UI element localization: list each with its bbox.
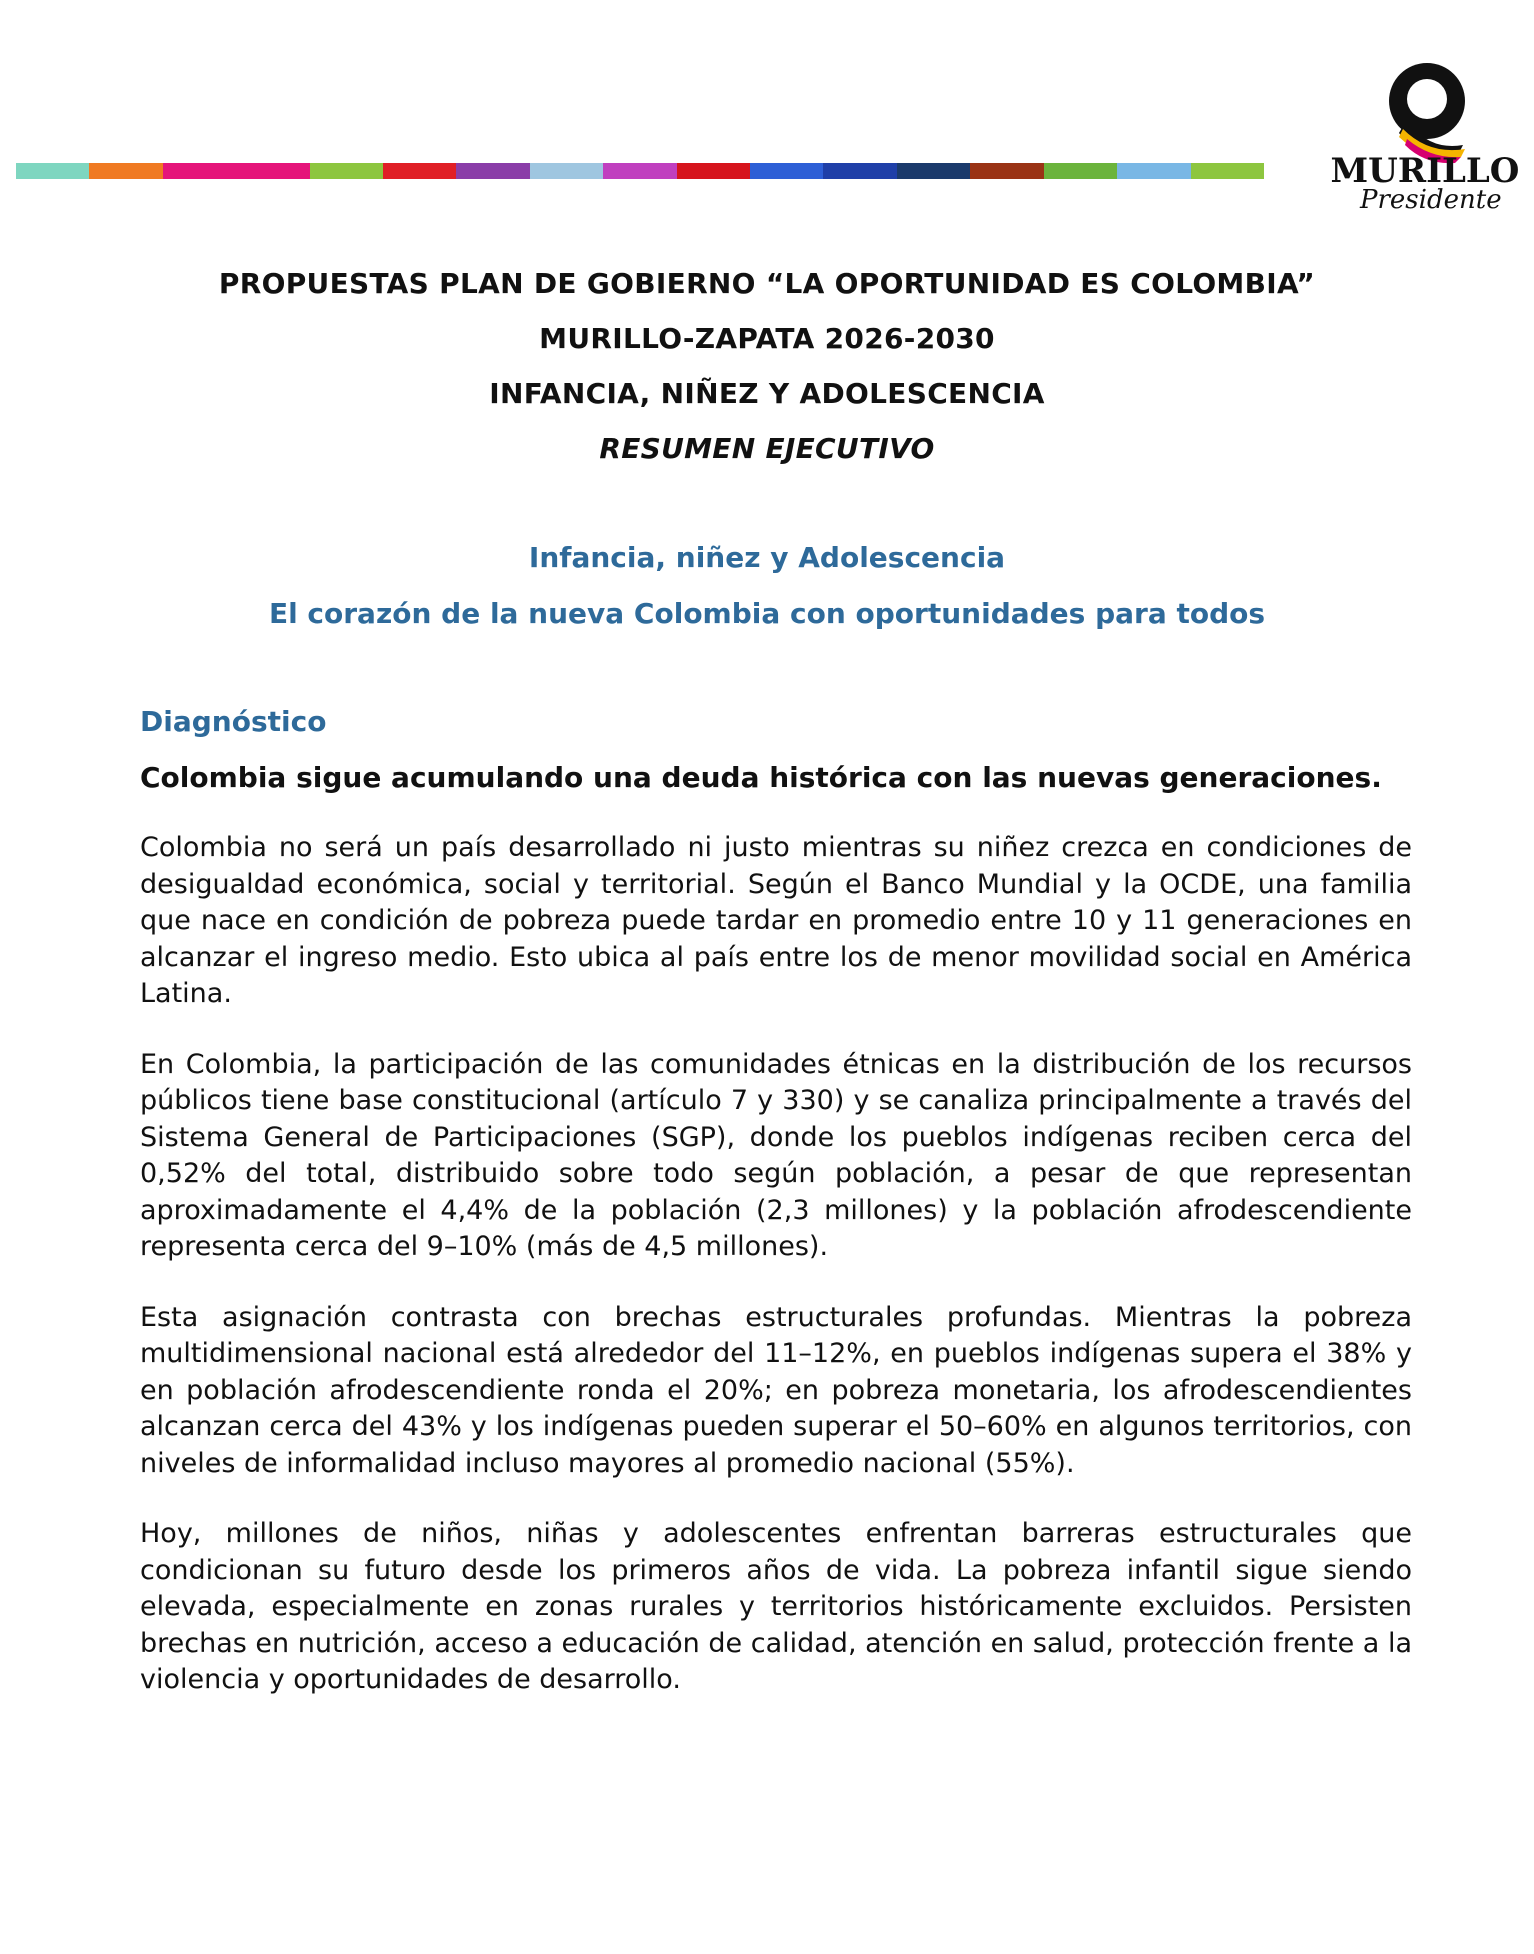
logo-name: MURILLO	[1330, 151, 1520, 191]
title-line-4: RESUMEN EJECUTIVO	[599, 432, 935, 465]
section-lead: Colombia sigue acumulando una deuda histórica con las nuevas generaciones.	[140, 761, 1382, 794]
title-line-3: INFANCIA, NIÑEZ Y ADOLESCENCIA	[489, 377, 1045, 410]
document-body	[140, 704, 1412, 1733]
stripe-segment	[677, 163, 750, 179]
stripe-segment	[823, 163, 896, 179]
stripe-segment	[456, 163, 529, 179]
paragraph-4: Hoy, millones de niños, niñas y adolescentes enfrentan barreras estructurales que condicionan su futuro desde los primeros años de vida. La pobreza infantil sigue siendo elevada, especialmente en zonas rurales y territorios históricamente excluidos. Persisten brechas en nutrición, acceso a educación de calidad, atención en salud, protección frente a la violencia y oportunidades de desarrollo.	[140, 1518, 1412, 1695]
stripe-segment	[236, 163, 309, 179]
stripe-segment	[970, 163, 1043, 179]
stripe-segment	[530, 163, 603, 179]
header-color-stripe	[16, 163, 1264, 179]
paragraph-1: Colombia no será un país desarrollado ni justo mientras su niñez crezca en condiciones de desigualdad económica, social y territorial. Según el Banco Mundial y la OCDE, una familia que nace en condición de pobreza puede tardar en promedio entre 10 y 11 generaciones en alcanzar el ingreso medio. Esto ubica al país entre los de menor movilidad social en América Latina.	[140, 832, 1412, 1009]
paragraph-2: En Colombia, la participación de las comunidades étnicas en la distribución de los recursos públicos tiene base constitucional (artículo 7 y 330) y se canaliza principalmente a través del Sistema General de Participaciones (SGP), donde los pueblos indígenas reciben cerca del 0,52% del total, distribuido sobre todo según población, a pesar de que representan aproximadamente el 4,4% de la población (2,3 millones) y la población afrodescendiente representa cerca del 9–10% (más de 4,5 millones).	[140, 1048, 1412, 1262]
stripe-segment	[603, 163, 676, 179]
title-line-1: PROPUESTAS PLAN DE GOBIERNO “LA OPORTUNIDAD ES COLOMBIA”	[218, 267, 1316, 300]
section-heading: Diagnóstico	[140, 705, 327, 738]
stripe-segment	[383, 163, 456, 179]
subtitle-line-2: El corazón de la nueva Colombia con oportunidades para todos	[268, 597, 1266, 630]
stripe-segment	[1191, 163, 1264, 179]
subtitle-line-1: Infancia, niñez y Adolescencia	[528, 541, 1006, 574]
stripe-segment	[1117, 163, 1190, 179]
paragraph-3: Esta asignación contrasta con brechas estructurales profundas. Mientras la pobreza multidimensional nacional está alrededor del 11–12%, en pueblos indígenas supera el 38% y en población afrodescendiente ronda el 20%; en pobreza monetaria, los afrodescendientes alcanzan cerca del 43% y los indígenas pueden superar el 50–60% en algunos territorios, con niveles de informalidad incluso mayores al promedio nacional (55%).	[140, 1301, 1412, 1479]
stripe-segment	[750, 163, 823, 179]
stripe-segment	[16, 163, 89, 179]
title-line-2: MURILLO-ZAPATA 2026-2030	[539, 322, 995, 355]
stripe-segment	[897, 163, 970, 179]
stripe-segment	[89, 163, 162, 179]
murillo-presidente-logo	[1330, 55, 1520, 225]
stripe-segment	[310, 163, 383, 179]
stripe-segment	[1044, 163, 1117, 179]
stripe-segment	[163, 163, 236, 179]
logo-subtitle: Presidente	[1360, 185, 1502, 215]
subtitle-block	[0, 540, 1534, 652]
document-title-block	[0, 266, 1534, 486]
